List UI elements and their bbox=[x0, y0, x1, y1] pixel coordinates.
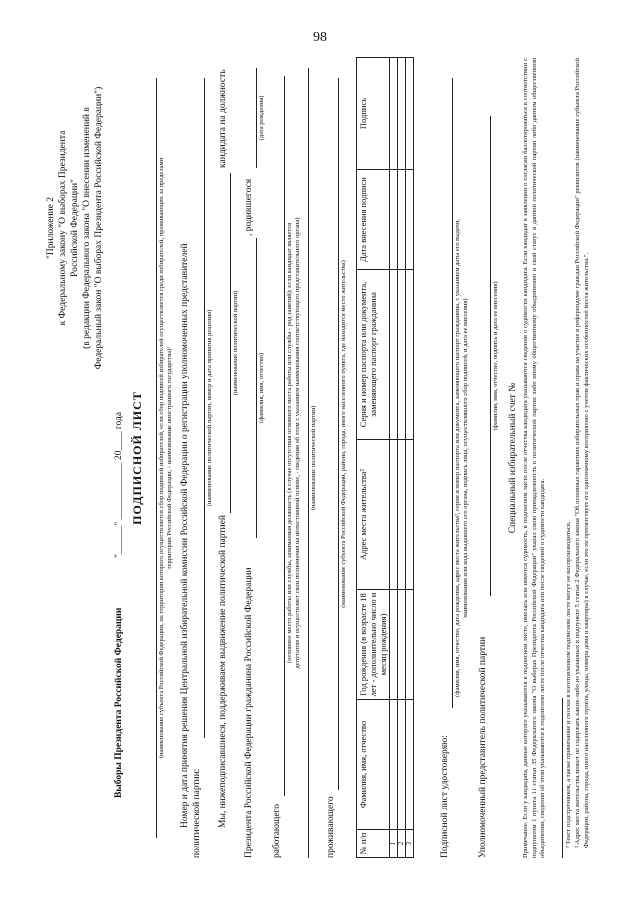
appendix-line-2: к Федеральному закону "О выборах Президента bbox=[58, 130, 68, 326]
table-row bbox=[406, 58, 414, 858]
address-cell[interactable] bbox=[406, 440, 414, 590]
fio-hint: (фамилия, имя, отчество) bbox=[258, 352, 265, 424]
col-fio: Фамилия, имя, отчество bbox=[357, 700, 390, 830]
row-number: 2 bbox=[398, 830, 406, 858]
note-text: Примечание. Если у кандидата, данные которого указываются в подписном листе, имелась или имеется судимость, в подписном листе после отчества кандидата указываются сведения о судимости кандидата. Если кандидат в заявлении о согласии баллотироваться в соответствии с подпунктом 1 пункта 11 статьи 35 Федерального закона "О выборах Президента Российской Федерации" указал свою принадлежность к политической партии либо иному общественному объединению и свой статус в данной политической партии либо данном общественном объединении, сведения об этом указываются в подписном листе после отчества кандидата или после сведений о судимости кандидата. bbox=[522, 58, 546, 858]
certified-text: Подписной лист удостоверяю: bbox=[440, 735, 450, 858]
certifier-line bbox=[452, 78, 453, 708]
appendix-line-3: Российской Федерации" bbox=[70, 179, 80, 277]
work-line-2 bbox=[308, 68, 309, 858]
page-number: 98 bbox=[313, 30, 327, 45]
party-name-hint: (наименование политической партии) bbox=[232, 290, 239, 396]
fio-cell[interactable] bbox=[390, 700, 398, 830]
address-cell[interactable] bbox=[398, 440, 406, 590]
footnote-divider bbox=[562, 698, 563, 858]
row-number: 3 bbox=[406, 830, 414, 858]
col-address: Адрес места жительства² bbox=[357, 440, 390, 590]
election-title: Выборы Президента Российской Федерации bbox=[114, 607, 124, 798]
working-text: работающего bbox=[272, 804, 282, 858]
certifier-hint-1: (фамилия, имя, отчество, дата рождения, адрес места жительства², серия и номер паспорта или документа, заменяющего паспорт гражданина, с указанием даты его выдачи, bbox=[454, 219, 461, 697]
row-number: 1 bbox=[390, 830, 398, 858]
party-decision-hint: (наименование политической партии, номер и дата принятия решения) bbox=[206, 309, 213, 507]
col-passport: Серия и номер паспорта или документа, заменяющего паспорт гражданина bbox=[357, 270, 390, 440]
work-hint-2: депутатом и осуществляет свои полномочия на непостоянной основе, - сведения об этом с указанием наименования соответствующего представительного органа) bbox=[294, 217, 301, 669]
appendix-line-1: "Приложение 2 bbox=[46, 197, 56, 259]
col-signature: Подпись bbox=[357, 58, 390, 170]
table-row bbox=[390, 58, 398, 858]
table-header-row bbox=[357, 58, 390, 858]
signature-sheet bbox=[38, 58, 598, 858]
signature-cell[interactable] bbox=[398, 58, 406, 170]
signature-cell[interactable] bbox=[406, 58, 414, 170]
footnote-2: ² Адрес места жительства может не содержать каких-либо из указанных в подпункте 5 статьи 2 Федерального закона "Об основных гарантиях избирательных прав и права на участие в референдуме граждан Российской Федерации" реквизитов (наименование субъекта Российской Федерации, района, города, иного населенного пункта, улицы, номера дома и квартиры) в случае, если это не препятствует его однозначному восприятию с учетом фактических особенностей места жительства.". bbox=[574, 58, 590, 848]
col-birth-year: Год рождения (в возрасте 18 лет - дополнительно число и месяц рождения) bbox=[357, 590, 390, 700]
date-cell[interactable] bbox=[398, 170, 406, 270]
subject-hint: (наименование субъекта Российской Федерации, на территории которого осуществляется сбор подписей избирателей, если сбор подписей избирателей осуществляется среди избирателей, проживающих за пределами bbox=[158, 157, 165, 759]
dob-line bbox=[256, 68, 257, 168]
table-row bbox=[398, 58, 406, 858]
signatures-table bbox=[356, 57, 414, 858]
decision-line bbox=[204, 78, 205, 738]
candidate-for-text: кандидата на должность bbox=[218, 69, 228, 168]
birth-cell[interactable] bbox=[398, 590, 406, 700]
work-line bbox=[284, 76, 285, 796]
fio-cell[interactable] bbox=[406, 700, 414, 830]
rep-hint: (фамилия, имя, отчество, подпись и дата ее внесения) bbox=[492, 281, 499, 431]
subject-line bbox=[156, 78, 157, 838]
address-cell[interactable] bbox=[390, 440, 398, 590]
candidate-name-line bbox=[256, 238, 257, 538]
authorized-rep-text: Уполномоченный представитель политической партии bbox=[478, 636, 488, 858]
passport-cell[interactable] bbox=[390, 270, 398, 440]
subject-hint-2: территории Российской Федерации, - наименование иностранного государства)¹ bbox=[166, 346, 173, 570]
document-title: ПОДПИСНОЙ ЛИСТ bbox=[130, 391, 144, 525]
signature-cell[interactable] bbox=[390, 58, 398, 170]
decision-text: Номер и дата принятия решения Центральной избирательной комиссии Российской Федерации о регистрации уполномоченных представителей bbox=[180, 243, 190, 828]
birth-cell[interactable] bbox=[406, 590, 414, 700]
election-date: "______" ____________ 20____ года bbox=[114, 411, 124, 558]
fio-cell[interactable] bbox=[398, 700, 406, 830]
residence-line bbox=[338, 78, 339, 790]
passport-cell[interactable] bbox=[406, 270, 414, 440]
date-cell[interactable] bbox=[390, 170, 398, 270]
certifier-hint-2: наименования или кода выдавшего его органа, подпись лица, осуществлявшего сбор подписей, и дата ее внесения) bbox=[462, 298, 469, 618]
decision-text-2: политической партии: bbox=[192, 768, 202, 858]
residing-text: проживающего bbox=[326, 796, 336, 858]
party-name-hint-2: (наименование политической партии) bbox=[310, 405, 317, 511]
footnote-1: ¹ Текст подстрочников, а также примечание и сноски в изготовленном подписном листе могут не воспроизводиться. bbox=[565, 521, 572, 848]
work-hint-1: (основное место работы или службы, занимаемая должность (в случае отсутствия основного места работы или службы - род занятий); если кандидат является bbox=[286, 222, 293, 664]
born-text: , родившегося bbox=[244, 178, 254, 236]
date-cell[interactable] bbox=[406, 170, 414, 270]
birth-cell[interactable] bbox=[390, 590, 398, 700]
col-number: № п/п bbox=[357, 830, 390, 858]
dob-hint: (дата рождения) bbox=[258, 95, 265, 141]
president-of-text: Президента Российской Федерации гражданина Российской Федерации bbox=[244, 567, 254, 858]
appendix-line-5: Федеральный закон "О выборах Президента Российской Федерации") bbox=[94, 86, 104, 370]
party-line bbox=[230, 173, 231, 513]
residence-hint: (наименование субъекта Российской Федерации, района, города, иного населенного пункта, где находится место жительства) bbox=[340, 260, 347, 608]
passport-cell[interactable] bbox=[398, 270, 406, 440]
appendix-line-4: (в редакции Федерального закона "О внесении изменений в bbox=[82, 107, 92, 349]
rep-line bbox=[490, 116, 491, 596]
special-account-text: Специальный избирательный счет № bbox=[508, 382, 518, 534]
we-support-text: Мы, нижеподписавшиеся, поддерживаем выдвижение политической партией bbox=[218, 515, 228, 828]
col-date: Дата внесения подписи bbox=[357, 170, 390, 270]
